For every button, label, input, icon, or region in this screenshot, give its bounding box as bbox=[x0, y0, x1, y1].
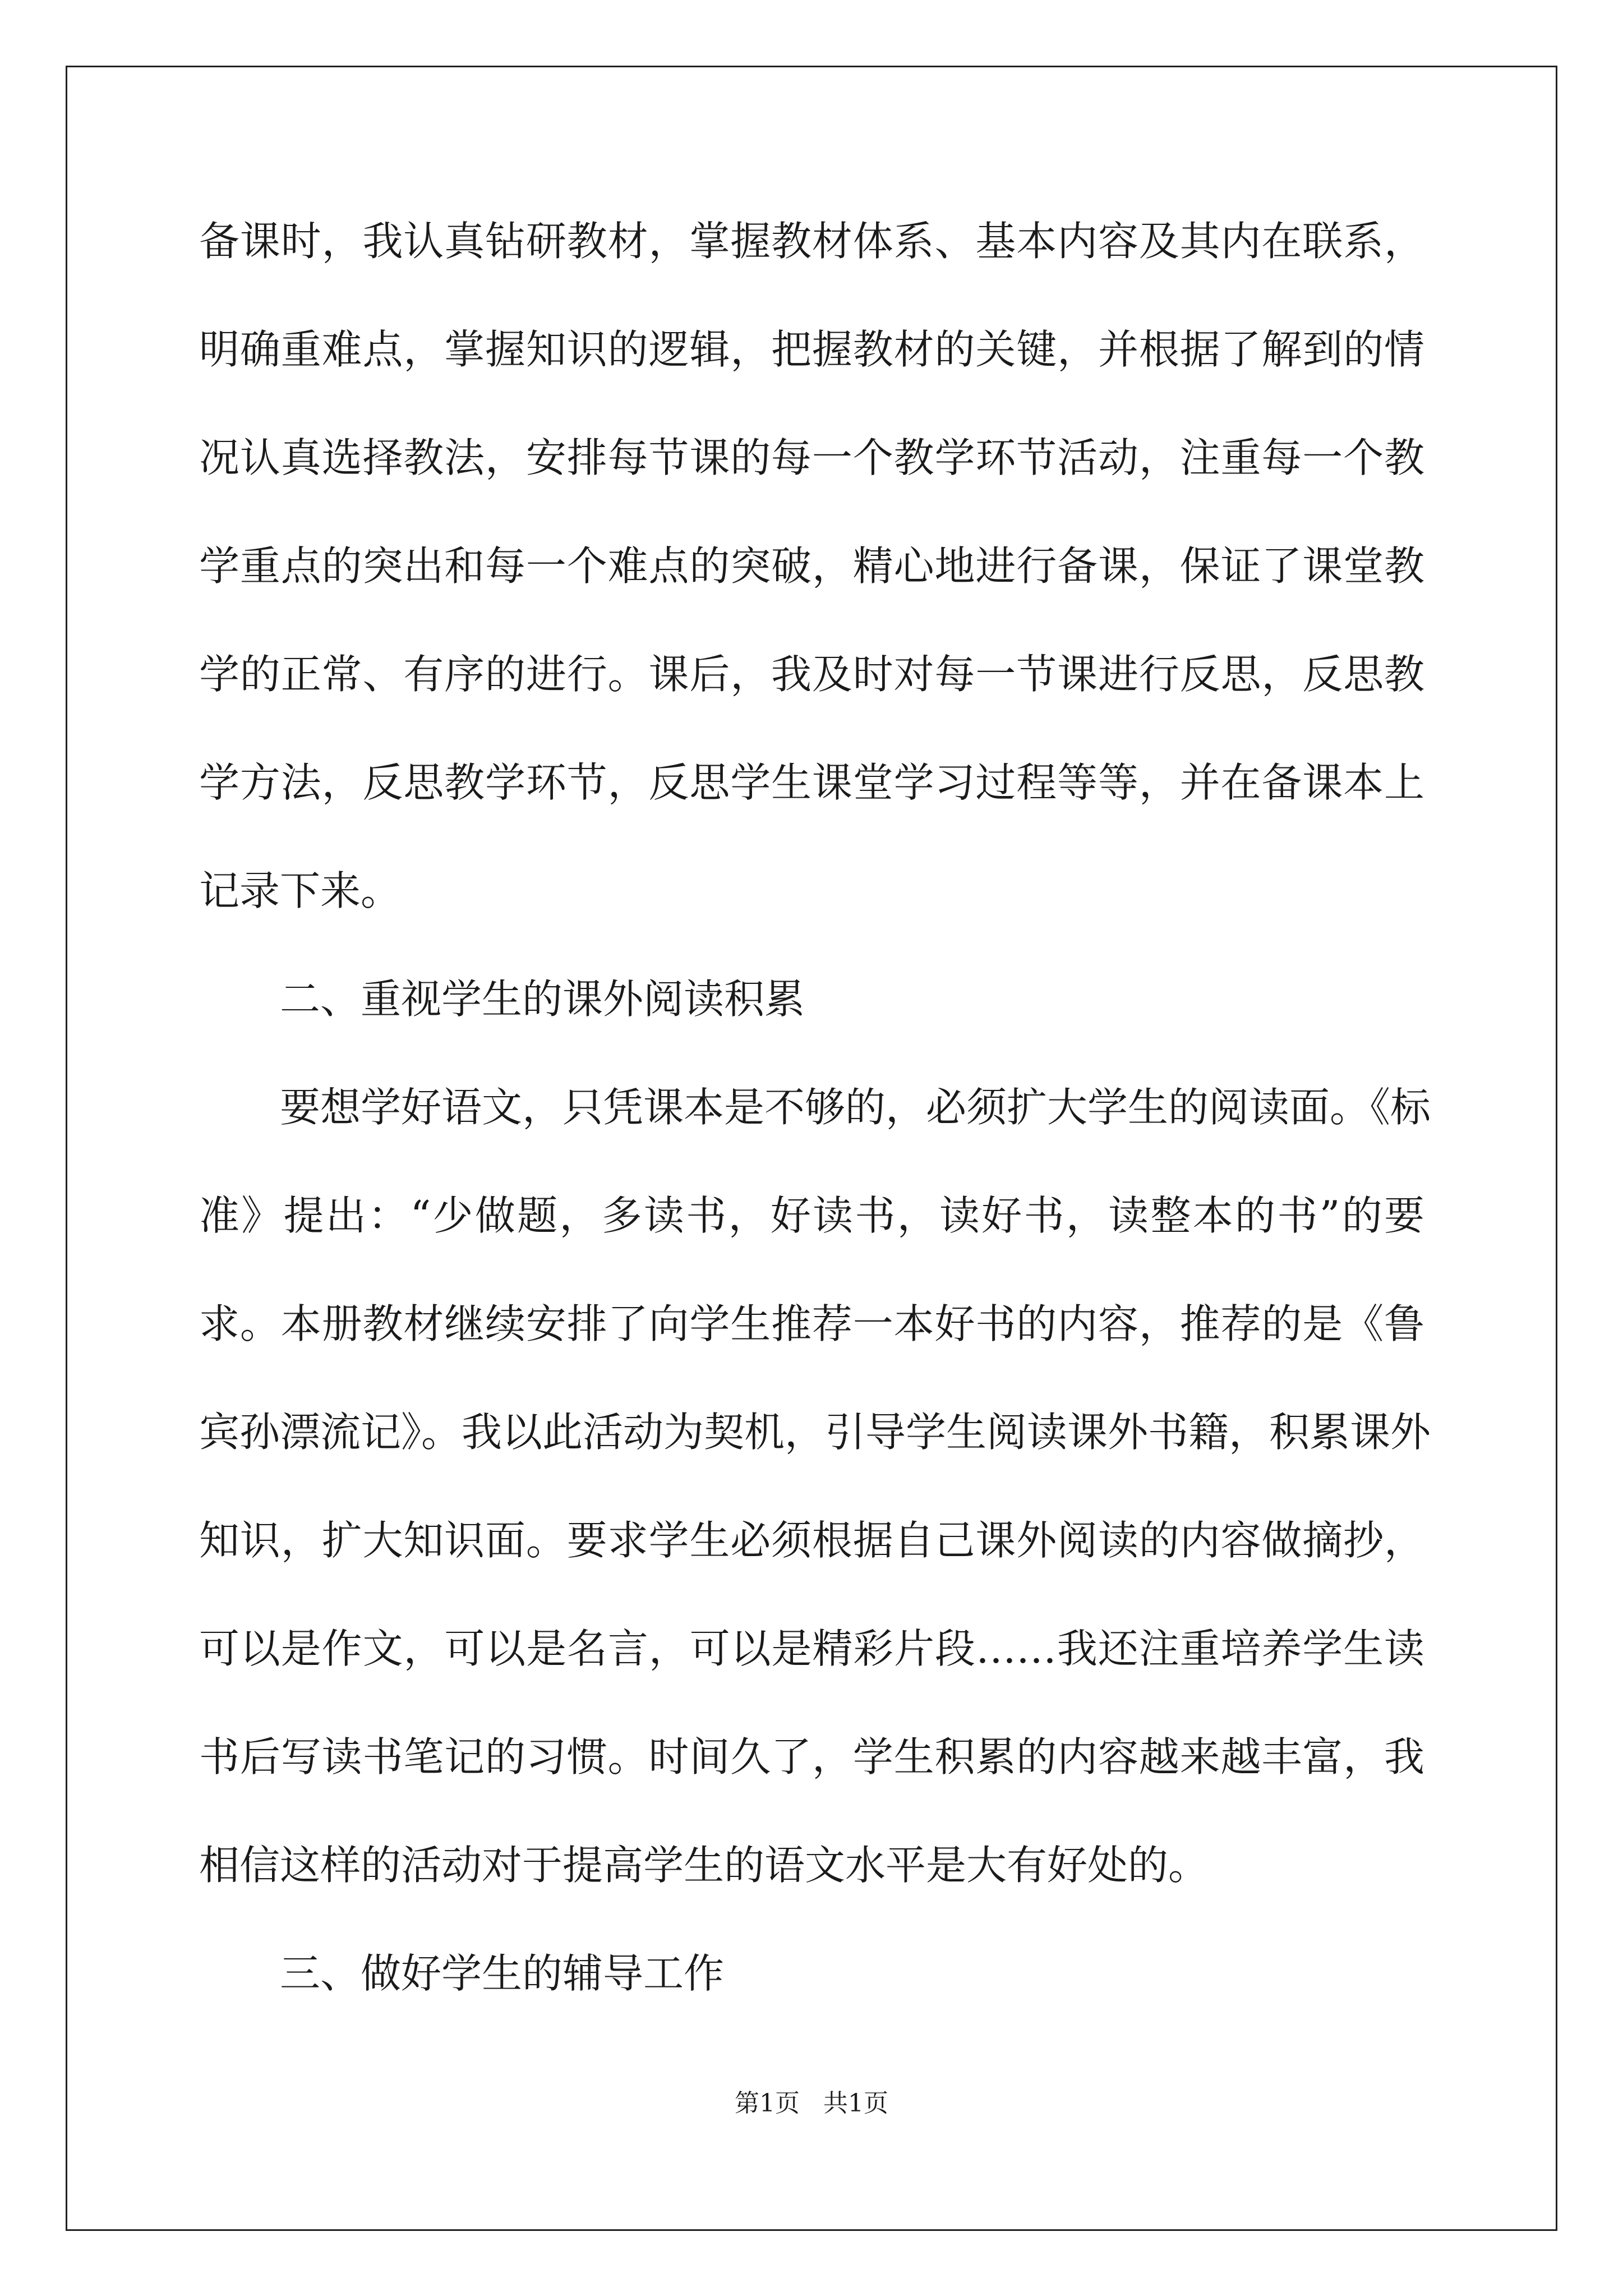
page-total: 共1页 bbox=[823, 2089, 888, 2118]
page-border bbox=[66, 66, 1557, 2231]
text-line: 备课时，我认真钻研教材，掌握教材体系、基本内容及其内在联系， bbox=[199, 218, 1424, 265]
text-line: 相信这样的活动对于提高学生的语文水平是大有好处的。 bbox=[199, 1842, 1209, 1889]
text-line: 学方法，反思教学环节，反思学生课堂学习过程等等，并在备课本上 bbox=[199, 759, 1424, 806]
text-line: 求。本册教材继续安排了向学生推荐一本好书的内容，推荐的是《鲁 bbox=[199, 1300, 1424, 1347]
section-heading: 三、做好学生的辅导工作 bbox=[280, 1950, 725, 1997]
text-line: 准》提出：“少做题，多读书，好读书，读好书，读整本的书”的要 bbox=[199, 1192, 1424, 1239]
text-line: 学重点的突出和每一个难点的突破，精心地进行备课，保证了课堂教 bbox=[199, 542, 1424, 590]
text-line: 宾孙漂流记》。我以此活动为契机，引导学生阅读课外书籍，积累课外 bbox=[199, 1409, 1431, 1456]
text-line: 知识，扩大知识面。要求学生必须根据自己课外阅读的内容做摘抄， bbox=[199, 1517, 1424, 1564]
section-heading: 二、重视学生的课外阅读积累 bbox=[280, 976, 805, 1023]
text-line: 学的正常、有序的进行。课后，我及时对每一节课进行反思，反思教 bbox=[199, 651, 1424, 698]
text-line: 记录下来。 bbox=[199, 867, 402, 914]
text-line: 明确重难点，掌握知识的逻辑，把握教材的关键，并根据了解到的情 bbox=[199, 326, 1424, 373]
text-line: 可以是作文，可以是名言，可以是精彩片段……我还注重培养学生读 bbox=[199, 1625, 1424, 1672]
page-number: 第1页 bbox=[735, 2089, 800, 2118]
page-footer bbox=[0, 2087, 1623, 2120]
text-line: 书后写读书笔记的习惯。时间久了，学生积累的内容越来越丰富，我 bbox=[199, 1733, 1424, 1780]
text-line: 要想学好语文，只凭课本是不够的，必须扩大学生的阅读面。《标 bbox=[280, 1084, 1431, 1131]
text-line: 况认真选择教法，安排每节课的每一个教学环节活动，注重每一个教 bbox=[199, 434, 1424, 481]
